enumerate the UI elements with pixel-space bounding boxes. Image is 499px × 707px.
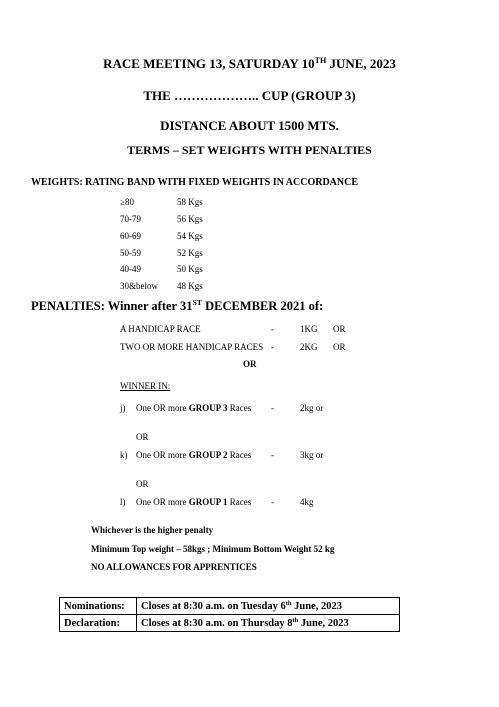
penalty-conj: OR [333, 342, 346, 352]
item-marker: l) [120, 497, 126, 507]
table-row [60, 615, 400, 632]
penalty-label: A HANDICAP RACE [120, 324, 201, 334]
weight-band: 40-49 [120, 264, 141, 274]
weight-kg: 56 Kgs [177, 214, 203, 224]
penalty-label: TWO OR MORE HANDICAP RACES [120, 342, 264, 352]
penalty-kg: 1KG [300, 324, 318, 334]
min-weight-note: Minimum Top weight – 58kgs ; Minimum Bottom Weight 52 kg [91, 544, 335, 554]
weight-kg: 48 Kgs [177, 281, 203, 291]
higher-penalty-note: Whichever is the higher penalty [91, 525, 214, 535]
weight-band: 60-69 [120, 231, 141, 241]
or-separator: OR [136, 432, 149, 442]
item-kg: 3kg or [300, 450, 324, 460]
item-kg: 2kg or [300, 403, 324, 413]
item-dash: - [271, 403, 274, 413]
winner-in-heading: WINNER IN: [120, 381, 171, 391]
declaration-closing: Closes at 8:30 a.m. on Thursday 8th June, 2023 [137, 615, 400, 632]
weight-band: 50-59 [120, 248, 141, 258]
item-text: One OR more GROUP 2 Races [136, 450, 252, 460]
weight-kg: 50 Kgs [177, 264, 203, 274]
penalty-kg: 2KG [300, 342, 318, 352]
item-marker: j) [120, 403, 126, 413]
penalty-dash: - [271, 324, 274, 334]
item-text: One OR more GROUP 3 Races [136, 403, 252, 413]
item-dash: - [271, 450, 274, 460]
item-dash: - [271, 497, 274, 507]
declaration-label: Declaration: [60, 615, 137, 632]
cup-title: THE ……………….. CUP (GROUP 3) [143, 88, 356, 103]
item-kg: 4kg [300, 497, 314, 507]
meeting-title: RACE MEETING 13, SATURDAY 10TH JUNE, 2023 [103, 56, 396, 71]
dates-table [59, 597, 400, 632]
terms-title: TERMS – SET WEIGHTS WITH PENALTIES [127, 143, 372, 157]
weight-kg: 52 Kgs [177, 248, 203, 258]
weight-band: 30&below [120, 281, 158, 291]
nominations-closing: Closes at 8:30 a.m. on Tuesday 6th June, 2023 [137, 598, 400, 615]
penalties-heading: PENALTIES: Winner after 31ST DECEMBER 2021 of: [31, 298, 324, 313]
penalty-dash: - [271, 342, 274, 352]
weight-band: 70-79 [120, 214, 141, 224]
distance-title: DISTANCE ABOUT 1500 MTS. [160, 118, 339, 133]
or-separator: OR [243, 359, 257, 369]
or-separator: OR [136, 479, 149, 489]
item-text: One OR more GROUP 1 Races [136, 497, 252, 507]
weight-band: ≥80 [120, 197, 134, 207]
table-row [60, 598, 400, 615]
weight-kg: 58 Kgs [177, 197, 203, 207]
weights-heading: WEIGHTS: RATING BAND WITH FIXED WEIGHTS IN ACCORDANCE [31, 177, 359, 188]
penalty-conj: OR [333, 324, 346, 334]
allowances-note: NO ALLOWANCES FOR APPRENTICES [91, 562, 257, 572]
weight-kg: 54 Kgs [177, 231, 203, 241]
nominations-label: Nominations: [60, 598, 137, 615]
item-marker: k) [120, 450, 128, 460]
